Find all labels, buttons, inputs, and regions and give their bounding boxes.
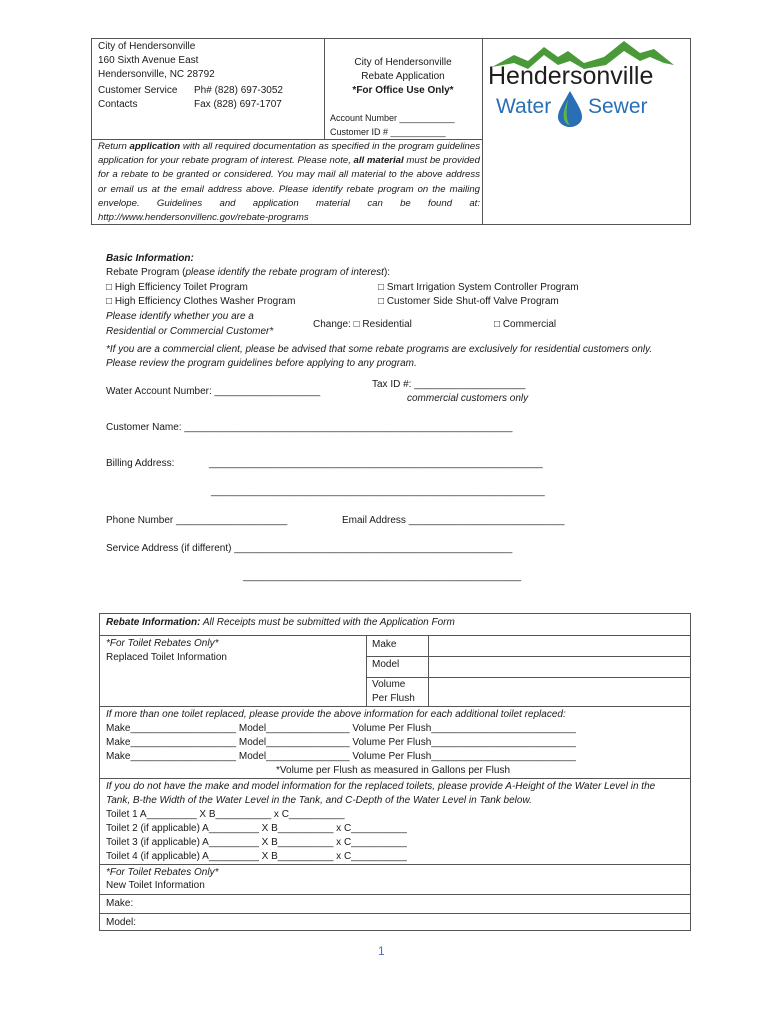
email-field[interactable]: Email Address ____________________________ bbox=[342, 515, 565, 526]
phone-number: Ph# (828) 697-3052 bbox=[194, 85, 283, 96]
billing-address-field[interactable]: ____________________________________________________________ bbox=[209, 458, 543, 469]
checkbox-commercial[interactable]: □ Commercial bbox=[494, 319, 557, 330]
additional-toilet-line[interactable]: Make___________________ Model_______________ Volume Per Flush__________________________ bbox=[106, 751, 576, 762]
divider bbox=[482, 39, 483, 224]
customer-type-prompt: Please identify whether you are a bbox=[106, 311, 254, 322]
form-title: City of Hendersonville bbox=[354, 57, 452, 68]
logo-text-water: Water bbox=[496, 95, 552, 118]
service-address-field[interactable]: __________________________________________________ bbox=[243, 571, 522, 582]
account-number-field[interactable]: Account Number ___________ bbox=[330, 113, 455, 123]
water-account-field[interactable]: Water Account Number: ___________________ bbox=[106, 386, 321, 397]
header-box bbox=[91, 38, 691, 225]
volume-input[interactable] bbox=[430, 679, 688, 705]
billing-address-label: Billing Address: bbox=[106, 458, 175, 469]
rebate-information-table bbox=[99, 613, 691, 931]
form-subtitle: Rebate Application bbox=[361, 71, 445, 82]
new-toilet-label: New Toilet Information bbox=[106, 880, 205, 891]
address-line: City of Hendersonville bbox=[98, 41, 196, 52]
make-input[interactable] bbox=[430, 637, 688, 655]
new-toilet-only-label: *For Toilet Rebates Only* bbox=[106, 867, 219, 878]
new-make-field[interactable]: Make: bbox=[106, 898, 134, 909]
customer-id-field[interactable]: Customer ID # ___________ bbox=[330, 127, 446, 137]
divider bbox=[100, 913, 690, 914]
hendersonville-water-sewer-logo bbox=[484, 39, 688, 139]
return-instructions: Return application with all required documentation as specified in the program guidelines application for your rebate program of interest. Please note, all material must be provided for a rebate to be granted or considered. You may mail all material to the above address or email us at the email address above. Please identify rebate program on the mailing envelope. Guidelines and application material can be found at: http://www.hendersonvillenc.gov/rebate-programs bbox=[98, 141, 480, 224]
customer-service-label: Contacts bbox=[98, 99, 138, 110]
divider bbox=[100, 894, 690, 895]
additional-toilet-line[interactable]: Make___________________ Model_______________ Volume Per Flush__________________________ bbox=[106, 737, 576, 748]
toilet-dimensions-line[interactable]: Toilet 3 (if applicable) A_________ X B__________ x C__________ bbox=[106, 837, 407, 848]
divider bbox=[100, 864, 690, 865]
volume-label: Per Flush bbox=[372, 693, 415, 704]
tax-id-note: commercial customers only bbox=[407, 393, 529, 404]
divider bbox=[366, 656, 690, 657]
billing-address-field[interactable]: ____________________________________________________________ bbox=[211, 486, 545, 497]
customer-service-label: Customer Service bbox=[98, 85, 178, 96]
tax-id-field[interactable]: Tax ID #: ____________________ bbox=[372, 379, 526, 390]
phone-field[interactable]: Phone Number ____________________ bbox=[106, 515, 288, 526]
water-drop-icon bbox=[558, 91, 582, 127]
toilet-dimensions-line[interactable]: Toilet 1 A_________ X B__________ x C__________ bbox=[106, 809, 345, 820]
fax-number: Fax (828) 697-1707 bbox=[194, 99, 282, 110]
dimensions-instructions: If you do not have the make and model information for the replaced toilets, please provide A-Height of the Water Level in the bbox=[106, 781, 656, 792]
additional-toilets-note: If more than one toilet replaced, please provide the above information for each additional toilet replaced: bbox=[106, 709, 566, 720]
volume-label: Volume bbox=[372, 679, 406, 690]
customer-type-prompt: Residential or Commercial Customer* bbox=[106, 326, 274, 337]
page-number: 1 bbox=[378, 944, 385, 958]
divider bbox=[366, 677, 690, 678]
logo-text-hendersonville: Hendersonville bbox=[488, 62, 654, 90]
rebate-heading: Rebate Information: All Receipts must be submitted with the Application Form bbox=[106, 617, 455, 628]
address-line: 160 Sixth Avenue East bbox=[98, 55, 199, 66]
rebate-program-label: Rebate Program (please identify the rebate program of interest): bbox=[106, 267, 391, 278]
address-line: Hendersonville, NC 28792 bbox=[98, 69, 215, 80]
model-label: Model bbox=[372, 659, 400, 670]
toilet-dimensions-line[interactable]: Toilet 2 (if applicable) A_________ X B__________ x C__________ bbox=[106, 823, 407, 834]
divider bbox=[100, 706, 690, 707]
checkbox-residential[interactable]: Change: □ Residential bbox=[313, 319, 412, 330]
office-use-label: *For Office Use Only* bbox=[352, 85, 454, 96]
new-model-field[interactable]: Model: bbox=[106, 917, 137, 928]
logo-text-sewer: Sewer bbox=[588, 95, 648, 118]
customer-name-field[interactable]: Customer Name: ___________________________________________________________ bbox=[106, 422, 513, 433]
basic-information-heading: Basic Information: bbox=[106, 253, 194, 264]
divider bbox=[366, 635, 367, 706]
checkbox-high-efficiency-toilet[interactable]: □ High Efficiency Toilet Program bbox=[106, 282, 248, 293]
checkbox-shutoff-valve[interactable]: □ Customer Side Shut-off Valve Program bbox=[378, 296, 559, 307]
toilet-dimensions-line[interactable]: Toilet 4 (if applicable) A_________ X B__________ x C__________ bbox=[106, 851, 407, 862]
volume-note: *Volume per Flush as measured in Gallons per Flush bbox=[276, 765, 511, 776]
additional-toilet-line[interactable]: Make___________________ Model_______________ Volume Per Flush__________________________ bbox=[106, 723, 576, 734]
divider bbox=[100, 778, 690, 779]
commercial-note: *If you are a commercial client, please be advised that some rebate programs are exclusively for residential customers only. bbox=[106, 344, 653, 355]
service-address-field[interactable]: Service Address (if different) __________________________________________________ bbox=[106, 543, 513, 554]
make-label: Make bbox=[372, 639, 397, 650]
checkbox-clothes-washer[interactable]: □ High Efficiency Clothes Washer Program bbox=[106, 296, 296, 307]
toilet-only-label: *For Toilet Rebates Only* bbox=[106, 638, 219, 649]
checkbox-smart-irrigation[interactable]: □ Smart Irrigation System Controller Program bbox=[378, 282, 579, 293]
commercial-note: Please review the program guidelines before applying to any program. bbox=[106, 358, 417, 369]
divider bbox=[100, 635, 690, 636]
divider bbox=[428, 635, 429, 706]
replaced-toilet-label: Replaced Toilet Information bbox=[106, 652, 227, 663]
model-input[interactable] bbox=[430, 658, 688, 676]
dimensions-instructions: Tank, B-the Width of the Water Level in the Tank, and C-Depth of the Water Level in Tank below. bbox=[106, 795, 532, 806]
